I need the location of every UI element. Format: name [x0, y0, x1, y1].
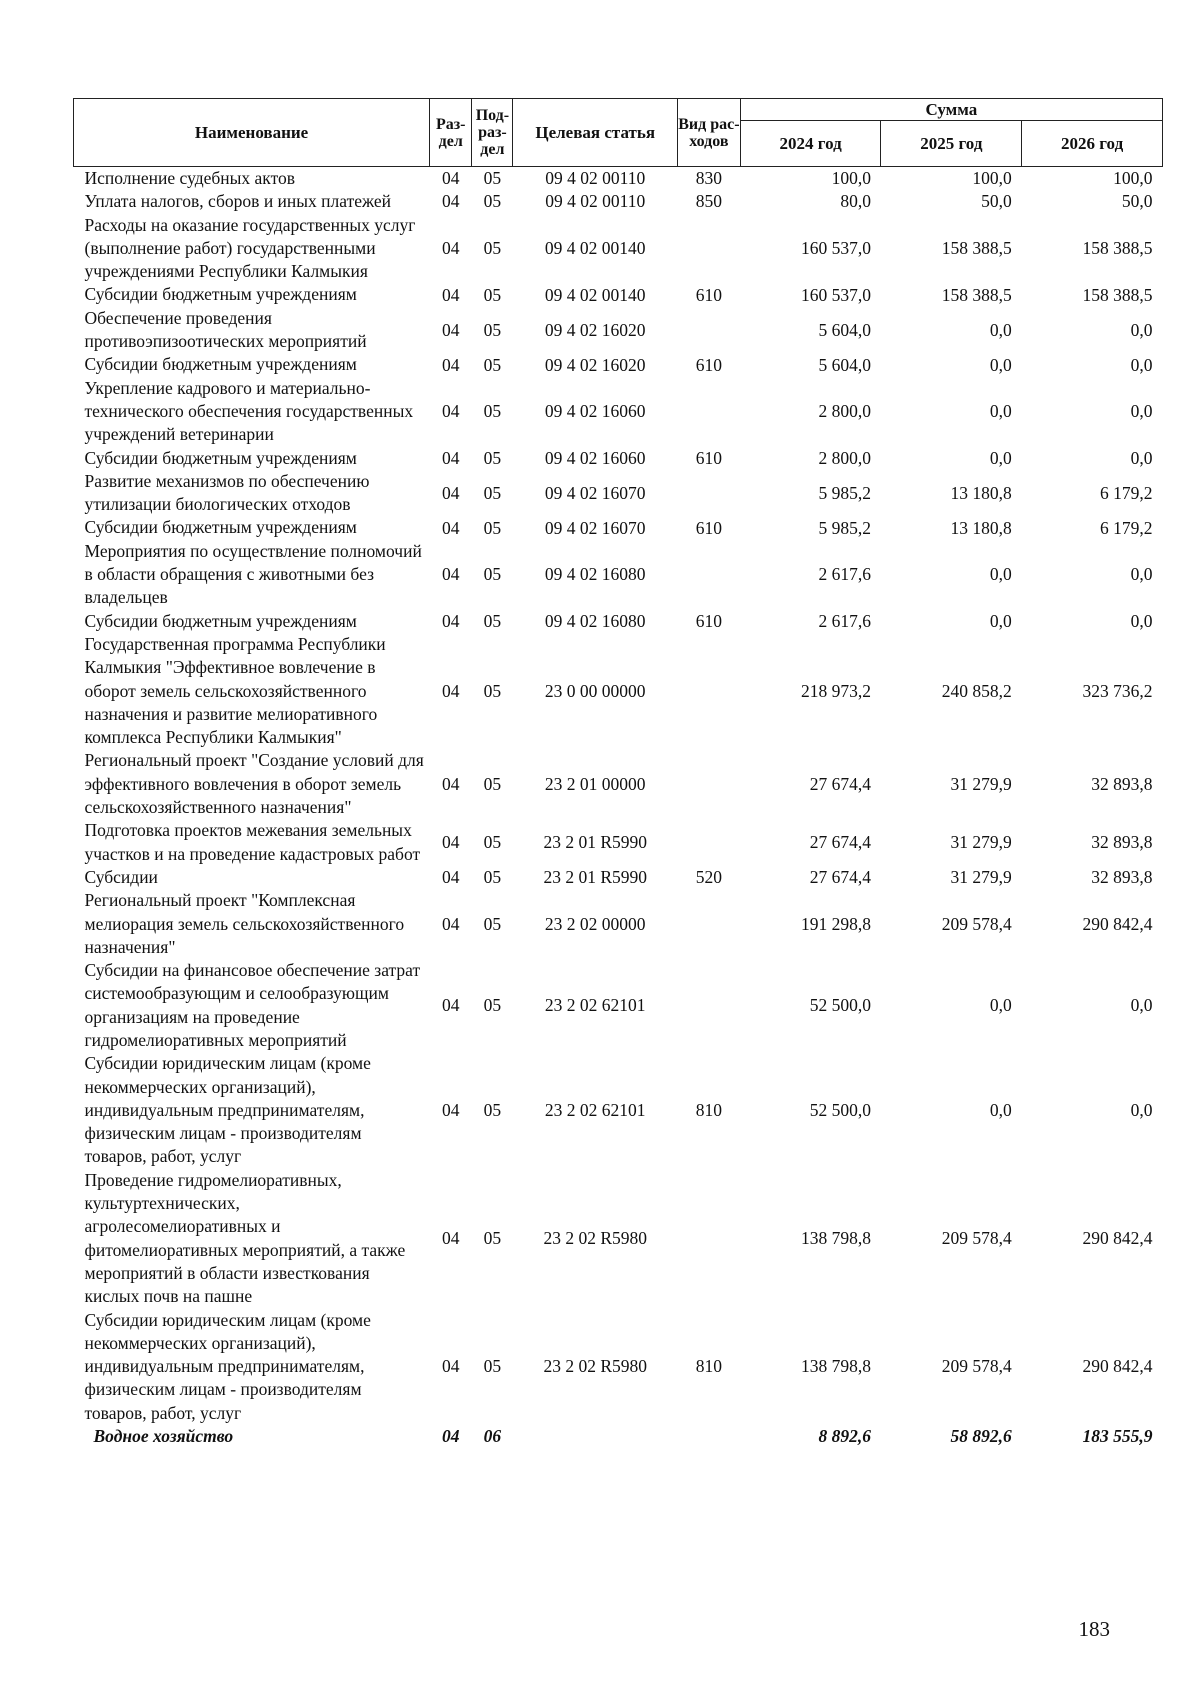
cell-y2024: 27 674,4 — [809, 867, 871, 888]
cell-target: 09 4 02 16070 — [544, 517, 646, 538]
cell-y2026: 290 842,4 — [1082, 913, 1153, 934]
cell-y2026: 158 388,5 — [1082, 238, 1153, 259]
cell-razdel: 04 — [441, 913, 460, 934]
cell-podrazdel: 05 — [483, 1356, 502, 1377]
cell-vid: 610 — [695, 284, 722, 305]
cell-target: 23 2 02 00000 — [544, 913, 646, 934]
cell-podrazdel: 05 — [483, 1228, 502, 1249]
cell-vid — [677, 540, 740, 610]
cell-y2024: 5 985,2 — [818, 482, 871, 503]
cell-y2024: 191 298,8 — [800, 913, 871, 934]
cell-name: Субсидии бюджетным учреждениям — [84, 354, 357, 375]
cell-razdel: 04 — [441, 680, 460, 701]
cell-vid — [677, 819, 740, 866]
cell-y2024: 138 798,8 — [800, 1228, 871, 1249]
cell-y2026: 0,0 — [1130, 319, 1153, 340]
cell-y2025: 50,0 — [981, 191, 1012, 212]
cell-name: Субсидии бюджетным учреждениям — [84, 447, 357, 468]
cell-podrazdel: 05 — [483, 319, 502, 340]
cell-name: Уплата налогов, сборов и иных платежей — [84, 191, 391, 212]
cell-y2025: 31 279,9 — [950, 773, 1012, 794]
cell-y2024: 5 604,0 — [818, 354, 871, 375]
cell-target: 23 2 01 00000 — [544, 773, 646, 794]
cell-razdel: 04 — [441, 482, 460, 503]
cell-name: Субсидии юридическим лицам (кроме некоммерческих организаций), индивидуальным предпринимателям, физическим лицам - производителям товаров, работ, услуг — [84, 1309, 371, 1423]
cell-y2025: 31 279,9 — [950, 832, 1012, 853]
cell-y2025: 31 279,9 — [950, 867, 1012, 888]
cell-razdel: 04 — [441, 401, 460, 422]
cell-y2025: 58 892,6 — [950, 1426, 1012, 1447]
header-2024: 2024 год — [740, 121, 881, 167]
cell-y2026: 158 388,5 — [1082, 284, 1153, 305]
cell-target: 09 4 02 00140 — [544, 238, 646, 259]
table-row — [74, 540, 1163, 610]
cell-vid — [677, 377, 740, 447]
cell-vid — [677, 1169, 740, 1309]
cell-razdel: 04 — [441, 867, 460, 888]
cell-y2024: 218 973,2 — [800, 680, 871, 701]
cell-y2025: 158 388,5 — [941, 284, 1012, 305]
cell-podrazdel: 05 — [483, 1100, 502, 1121]
cell-name: Региональный проект "Создание условий для эффективного вовлечения в оборот земель сельскохозяйственного назначения" — [84, 750, 424, 818]
cell-podrazdel: 05 — [483, 564, 502, 585]
table-row — [74, 516, 1163, 539]
cell-y2026: 290 842,4 — [1082, 1228, 1153, 1249]
cell-y2024: 80,0 — [840, 191, 871, 212]
cell-name: Укрепление кадрового и материально-технического обеспечения государственных учреждений ветеринарии — [84, 377, 414, 445]
table-row — [74, 377, 1163, 447]
table-row — [74, 283, 1163, 306]
cell-y2024: 8 892,6 — [818, 1426, 871, 1447]
cell-y2024: 2 800,0 — [818, 401, 871, 422]
cell-y2026: 32 893,8 — [1091, 867, 1153, 888]
table-row — [74, 1169, 1163, 1309]
cell-name: Обеспечение проведения противоэпизоотических мероприятий — [84, 307, 367, 352]
cell-podrazdel: 05 — [483, 517, 502, 538]
cell-y2025: 100,0 — [972, 168, 1012, 189]
cell-target: 23 2 02 62101 — [544, 1100, 646, 1121]
cell-name: Субсидии юридическим лицам (кроме некоммерческих организаций), индивидуальным предпринимателям, физическим лицам - производителям товаров, работ, услуг — [84, 1053, 371, 1167]
cell-target: 23 2 01 R5990 — [543, 832, 647, 853]
cell-name: Субсидии — [84, 866, 158, 887]
table-row — [74, 610, 1163, 633]
cell-name: Проведение гидромелиоративных, культуртехнических, агролесомелиоративных и фитомелиоративных мероприятий, а также мероприятий в области известкования кислых почв на пашне — [84, 1169, 406, 1307]
table-row — [74, 214, 1163, 284]
cell-name: Мероприятия по осуществление полномочий в области обращения с животными без владельцев — [84, 540, 422, 608]
cell-target: 09 4 02 16020 — [544, 319, 646, 340]
cell-podrazdel: 05 — [483, 610, 502, 631]
cell-y2026: 0,0 — [1130, 995, 1153, 1016]
cell-name: Водное хозяйство — [93, 1426, 234, 1447]
cell-razdel: 04 — [441, 564, 460, 585]
cell-vid: 610 — [695, 354, 722, 375]
cell-vid: 810 — [695, 1100, 722, 1121]
cell-vid — [677, 889, 740, 959]
cell-y2026: 290 842,4 — [1082, 1356, 1153, 1377]
cell-target: 09 4 02 16020 — [544, 354, 646, 375]
cell-podrazdel: 05 — [483, 482, 502, 503]
cell-razdel: 04 — [441, 995, 460, 1016]
cell-name: Субсидии на финансовое обеспечение затрат системообразующим и селообразующим организациям на проведение гидромелиоративных мероприятий — [84, 960, 421, 1050]
table-row — [74, 1309, 1163, 1425]
header-target: Целевая статья — [513, 99, 678, 167]
page-number: 183 — [1078, 1617, 1110, 1641]
cell-vid — [677, 633, 740, 749]
cell-target: 09 4 02 16080 — [544, 564, 646, 585]
cell-name: Исполнение судебных актов — [84, 168, 296, 188]
table-row — [74, 353, 1163, 376]
table-row — [74, 959, 1163, 1052]
cell-y2025: 13 180,8 — [950, 517, 1012, 538]
table-row — [74, 889, 1163, 959]
cell-y2025: 158 388,5 — [941, 238, 1012, 259]
cell-y2026: 0,0 — [1130, 1100, 1153, 1121]
cell-vid — [677, 1425, 740, 1448]
cell-vid — [677, 307, 740, 354]
cell-y2025: 0,0 — [989, 1100, 1012, 1121]
cell-razdel: 04 — [441, 773, 460, 794]
cell-podrazdel: 05 — [483, 354, 502, 375]
table-row — [74, 470, 1163, 517]
cell-target: 23 2 02 R5980 — [543, 1356, 647, 1377]
cell-vid: 810 — [695, 1356, 722, 1377]
cell-razdel: 04 — [441, 1356, 460, 1377]
cell-y2025: 0,0 — [989, 401, 1012, 422]
cell-name: Подготовка проектов межевания земельных участков и на проведение кадастровых работ — [84, 820, 421, 864]
cell-y2024: 138 798,8 — [800, 1356, 871, 1377]
cell-vid: 850 — [695, 191, 722, 212]
cell-target: 09 4 02 00140 — [544, 284, 646, 305]
cell-vid — [677, 749, 740, 819]
header-2025: 2025 год — [881, 121, 1022, 167]
section-row — [74, 1425, 1163, 1448]
cell-y2026: 100,0 — [1113, 168, 1153, 189]
cell-vid: 610 — [695, 610, 722, 631]
cell-y2025: 240 858,2 — [941, 680, 1012, 701]
cell-y2024: 2 617,6 — [818, 610, 871, 631]
table-row — [74, 819, 1163, 866]
cell-y2025: 0,0 — [989, 447, 1012, 468]
table-row — [74, 1052, 1163, 1168]
table-header — [74, 99, 1163, 167]
cell-podrazdel: 05 — [483, 401, 502, 422]
cell-vid — [677, 959, 740, 1052]
cell-y2024: 5 604,0 — [818, 319, 871, 340]
header-vid: Вид рас-ходов — [677, 99, 740, 167]
cell-y2025: 209 578,4 — [941, 1228, 1012, 1249]
cell-podrazdel: 05 — [483, 284, 502, 305]
cell-name: Субсидии бюджетным учреждениям — [84, 284, 357, 305]
cell-y2026: 0,0 — [1130, 354, 1153, 375]
cell-vid: 610 — [695, 447, 722, 468]
cell-target: 09 4 02 00110 — [545, 191, 646, 212]
cell-podrazdel: 05 — [483, 191, 502, 212]
cell-y2025: 209 578,4 — [941, 913, 1012, 934]
cell-razdel: 04 — [441, 319, 460, 340]
cell-razdel: 04 — [441, 354, 460, 375]
cell-y2024: 160 537,0 — [800, 284, 871, 305]
cell-target: 09 4 02 16080 — [544, 610, 646, 631]
header-podrazdel: Под-раз-дел — [472, 99, 513, 167]
cell-y2026: 0,0 — [1130, 447, 1153, 468]
cell-y2024: 27 674,4 — [809, 832, 871, 853]
cell-vid: 520 — [695, 867, 722, 888]
cell-target: 09 4 02 16060 — [544, 447, 646, 468]
cell-y2025: 0,0 — [989, 610, 1012, 631]
cell-y2024: 160 537,0 — [800, 238, 871, 259]
cell-vid: 830 — [695, 168, 722, 189]
cell-podrazdel: 05 — [483, 447, 502, 468]
table-row — [74, 167, 1163, 191]
cell-y2025: 0,0 — [989, 319, 1012, 340]
cell-y2025: 209 578,4 — [941, 1356, 1012, 1377]
budget-table — [73, 98, 1163, 1448]
cell-razdel: 04 — [441, 1228, 460, 1249]
cell-razdel: 04 — [441, 610, 460, 631]
cell-podrazdel: 05 — [483, 995, 502, 1016]
cell-target: 23 2 02 62101 — [544, 995, 646, 1016]
cell-y2024: 27 674,4 — [809, 773, 871, 794]
table-body — [74, 167, 1163, 1449]
cell-name: Региональный проект "Комплексная мелиорация земель сельскохозяйственного назначения" — [84, 890, 405, 957]
cell-y2025: 0,0 — [989, 564, 1012, 585]
table-row — [74, 447, 1163, 470]
cell-podrazdel: 05 — [483, 773, 502, 794]
cell-y2024: 2 617,6 — [818, 564, 871, 585]
header-sum: Сумма — [740, 99, 1162, 121]
cell-y2026: 6 179,2 — [1100, 482, 1153, 503]
cell-name: Субсидии бюджетным учреждениям — [84, 610, 357, 631]
cell-razdel: 04 — [441, 1426, 460, 1447]
cell-y2026: 32 893,8 — [1091, 832, 1153, 853]
cell-y2026: 0,0 — [1130, 564, 1153, 585]
cell-y2026: 6 179,2 — [1100, 517, 1153, 538]
cell-vid — [677, 214, 740, 284]
cell-razdel: 04 — [441, 238, 460, 259]
table-row — [74, 633, 1163, 749]
cell-razdel: 04 — [441, 517, 460, 538]
cell-y2025: 13 180,8 — [950, 482, 1012, 503]
header-name: Наименование — [74, 99, 430, 167]
cell-target: 23 2 01 R5990 — [543, 867, 647, 888]
cell-y2026: 32 893,8 — [1091, 773, 1153, 794]
cell-razdel: 04 — [441, 284, 460, 305]
cell-y2026: 323 736,2 — [1082, 680, 1153, 701]
cell-razdel: 04 — [441, 447, 460, 468]
cell-y2024: 52 500,0 — [809, 995, 871, 1016]
cell-y2026: 183 555,9 — [1082, 1426, 1153, 1447]
cell-podrazdel: 05 — [483, 680, 502, 701]
cell-name: Развитие механизмов по обеспечению утилизации биологических отходов — [84, 470, 370, 515]
cell-vid — [677, 470, 740, 517]
cell-target — [513, 1425, 678, 1448]
cell-name: Государственная программа Республики Калмыкия "Эффективное вовлечение в оборот земель сельскохозяйственного назначения и развитие мелиоративного комплекса Республики Калмыкия" — [84, 633, 386, 748]
cell-razdel: 04 — [441, 191, 460, 212]
cell-y2025: 0,0 — [989, 995, 1012, 1016]
cell-target: 23 2 02 R5980 — [543, 1228, 647, 1249]
cell-y2024: 100,0 — [831, 168, 871, 189]
cell-target: 09 4 02 16060 — [544, 401, 646, 422]
cell-target: 09 4 02 00110 — [545, 168, 646, 189]
table-row — [74, 866, 1163, 889]
cell-podrazdel: 05 — [483, 913, 502, 934]
cell-target: 09 4 02 16070 — [544, 482, 646, 503]
header-razdel: Раз-дел — [430, 99, 472, 167]
cell-y2024: 5 985,2 — [818, 517, 871, 538]
cell-name: Расходы на оказание государственных услуг (выполнение работ) государственными учреждениями Республики Калмыкия — [84, 214, 416, 282]
cell-podrazdel: 05 — [483, 168, 502, 189]
cell-y2026: 50,0 — [1121, 191, 1153, 212]
table-row — [74, 307, 1163, 354]
cell-podrazdel: 05 — [483, 832, 502, 853]
cell-name: Субсидии бюджетным учреждениям — [84, 517, 357, 538]
cell-y2024: 52 500,0 — [809, 1100, 871, 1121]
cell-y2026: 0,0 — [1130, 610, 1153, 631]
cell-podrazdel: 06 — [483, 1426, 502, 1447]
table-row — [74, 190, 1163, 213]
header-2026: 2026 год — [1022, 121, 1163, 167]
cell-razdel: 04 — [441, 832, 460, 853]
cell-y2026: 0,0 — [1130, 401, 1153, 422]
cell-vid: 610 — [695, 517, 722, 538]
cell-podrazdel: 05 — [483, 238, 502, 259]
cell-podrazdel: 05 — [483, 867, 502, 888]
cell-y2024: 2 800,0 — [818, 447, 871, 468]
cell-razdel: 04 — [441, 1100, 460, 1121]
table-row — [74, 749, 1163, 819]
cell-target: 23 0 00 00000 — [544, 680, 646, 701]
cell-y2025: 0,0 — [989, 354, 1012, 375]
cell-razdel: 04 — [441, 168, 460, 189]
